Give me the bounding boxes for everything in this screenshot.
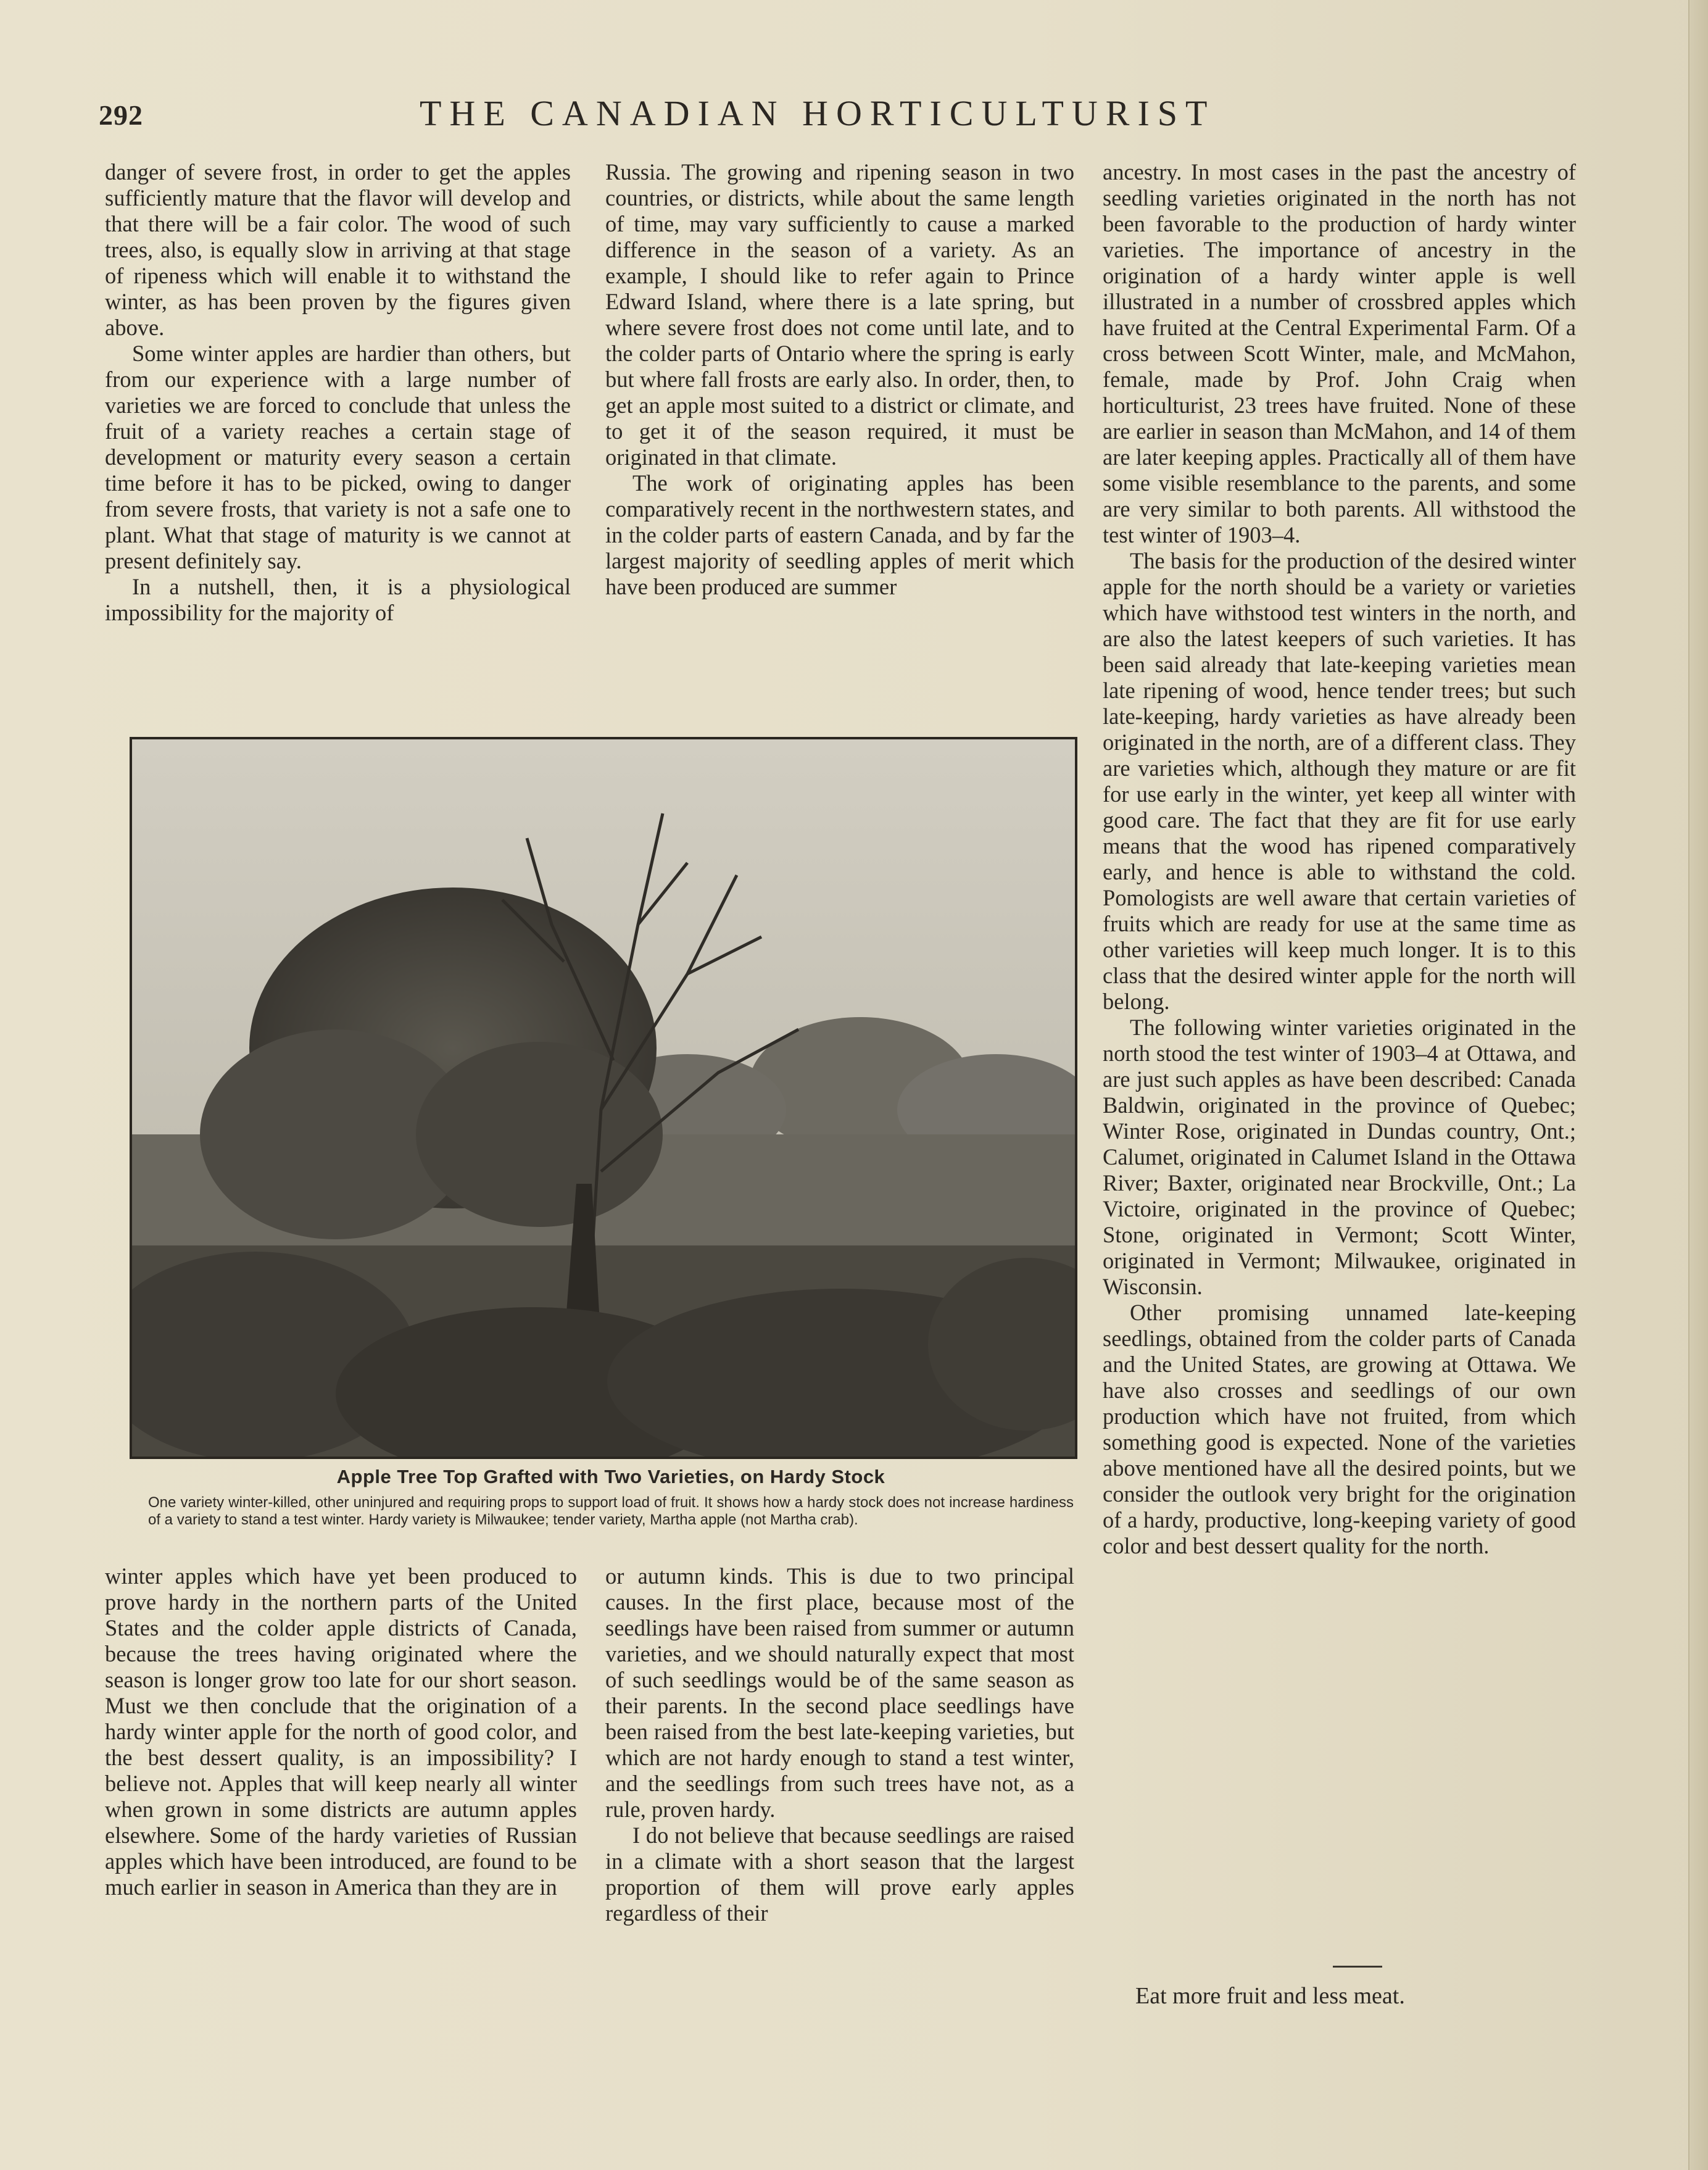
column-1-top: [105, 159, 571, 626]
figure-caption: [148, 1466, 1074, 1529]
paragraph: or autumn kinds. This is due to two principal causes. In the first place, because most of the seedlings have been raised from summer or autumn varieties, and we should naturally expect that most of such seedlings would be of the same season as their parents. In the second place seedlings have been raised from the best late-keeping varieties, but which are not hardy enough to stand a test winter, and the seedlings from such trees have not, as a rule, proven hardy.: [605, 1563, 1074, 1822]
paragraph: Other promising unnamed late-keeping seedlings, obtained from the colder parts of Canada and the United States, are growing at Ottawa. We have also crosses and seedlings of our own production which have not fruited, from which something good is expected. None of the varieties above mentioned have all the desired points, but we consider the outlook very bright for the origination of a hardy, productive, long-keeping variety of good color and best dessert quality for the north.: [1103, 1300, 1576, 1558]
paragraph: winter apples which have yet been produced to prove hardy in the northern parts of the United States and the colder apple districts of Canada, because the trees having originated where the season is longer grow too late for our short season. Must we then conclude that the origination of a hardy winter apple for the north of good color, and the best dessert quality, is an impossibility? I believe not. Apples that will keep nearly all winter when grown in some districts are autumn apples elsewhere. Some of the hardy varieties of Russian apples which have been introduced, are found to be much earlier in season in America than they are in: [105, 1563, 577, 1900]
paragraph: Russia. The growing and ripening season in two countries, or districts, while about the same length of time, may vary sufficiently to cause a marked difference in the season of a variety. As an example, I should like to refer again to Prince Edward Island, where there is a late spring, but where severe frost does not come until late, and to the colder parts of Ontario where the spring is early but where fall frosts are early also. In order, then, to get an apple most suited to a district or climate, and to get it of the season required, it must be originated in that climate.: [605, 159, 1074, 470]
paragraph: The work of originating apples has been comparatively recent in the northwestern states, and in the colder parts of eastern Canada, and by far the largest majority of seedling apples of merit which have been produced are summer: [605, 470, 1074, 599]
page-binding-edge: [1688, 0, 1708, 2170]
page-number: 292: [99, 99, 143, 131]
journal-title: THE CANADIAN HORTICULTURIST: [420, 93, 1216, 133]
column-2-top: [605, 159, 1074, 600]
page-header: [99, 93, 1580, 148]
paragraph: danger of severe frost, in order to get the apples sufficiently mature that the flavor will develop and that there will be a fair color. The wood of such trees, also, is equally slow in arriving at that stage of ripeness which will enable it to withstand the winter, as has been proven by the figures given above.: [105, 159, 571, 340]
paragraph: The basis for the production of the desired winter apple for the north should be a variety or varieties which have withstood test winters in the north, and are also the latest keepers of such varieties. It has been said already that late-keeping varieties mean late ripening of wood, hence tender trees; but such late-keeping, hardy varieties as have already been originated in the north, are of a different class. They are varieties which, although they mature or are fit for use early in the winter, yet keep all winter with good care. The fact that they are fit for use early means that the wood has ripened comparatively early, and hence is able to withstand the cold. Pomologists are well aware that certain varieties of fruits which are ready for use at the same time as other varieties will keep much longer. It is to this class that the desired winter apple for the north will belong.: [1103, 548, 1576, 1014]
paragraph: I do not believe that because seedlings are raised in a climate with a short season that the largest proportion of them will prove early apples regardless of their: [605, 1823, 1074, 1926]
paragraph: The following winter varieties originated in the north stood the test winter of 1903–4 at Ottawa, and are just such apples as have been described: Canada Baldwin, originated in the province of Quebec; Winter Rose, originated in Dundas country, Ont.; Calumet, originated in Calumet Island in the Ottawa River; Baxter, originated near Brockville, Ont.; La Victoire, originated in the province of Quebec; Stone, originated in Vermont; Scott Winter, originated in Vermont; Milwaukee, originated in Wisconsin.: [1103, 1015, 1576, 1299]
column-1-bottom: [105, 1563, 577, 1900]
apple-tree-photo: [130, 737, 1077, 1459]
column-2-bottom: [605, 1563, 1074, 1926]
caption-body: One variety winter-killed, other uninjured and requiring props to support load of fruit. It shows how a hardy stock does not increase hardiness of a variety to stand a test winter. Hardy variety is Milwaukee; tender variety, Martha apple (not Martha crab).: [148, 1494, 1074, 1528]
paragraph: ancestry. In most cases in the past the ancestry of seedling varieties originated in the north has not been favorable to the production of hardy winter varieties. The importance of ancestry in the origination of a hardy winter apple is well illustrated in a number of crossbred apples which have fruited at the Central Experimental Farm. Of a cross between Scott Winter, male, and McMahon, female, made by Prof. John Craig when horticulturist, 23 trees have fruited. None of these are earlier in season than McMahon, and 14 of them are later keeping apples. Practically all of them have some visible resemblance to the parents, and some are very similar to both parents. All withstood the test winter of 1903–4.: [1103, 159, 1576, 547]
filler-slogan: Eat more fruit and less meat.: [1135, 1983, 1405, 2009]
column-3: [1103, 159, 1576, 1559]
section-divider: [1333, 1966, 1382, 1968]
paragraph: Some winter apples are hardier than others, but from our experience with a large number of varieties we are forced to conclude that unless the fruit of a variety reaches a certain stage of development or maturity every season a certain time before it has to be picked, owing to danger from severe frosts, that variety is not a safe one to plant. What that stage of maturity is we cannot at present definitely say.: [105, 341, 571, 573]
paragraph: In a nutshell, then, it is a physiological impossibility for the majority of: [105, 574, 571, 625]
caption-title: Apple Tree Top Grafted with Two Varieties, on Hardy Stock: [336, 1466, 885, 1487]
apple-tree-photo-illustration: [132, 739, 1075, 1457]
